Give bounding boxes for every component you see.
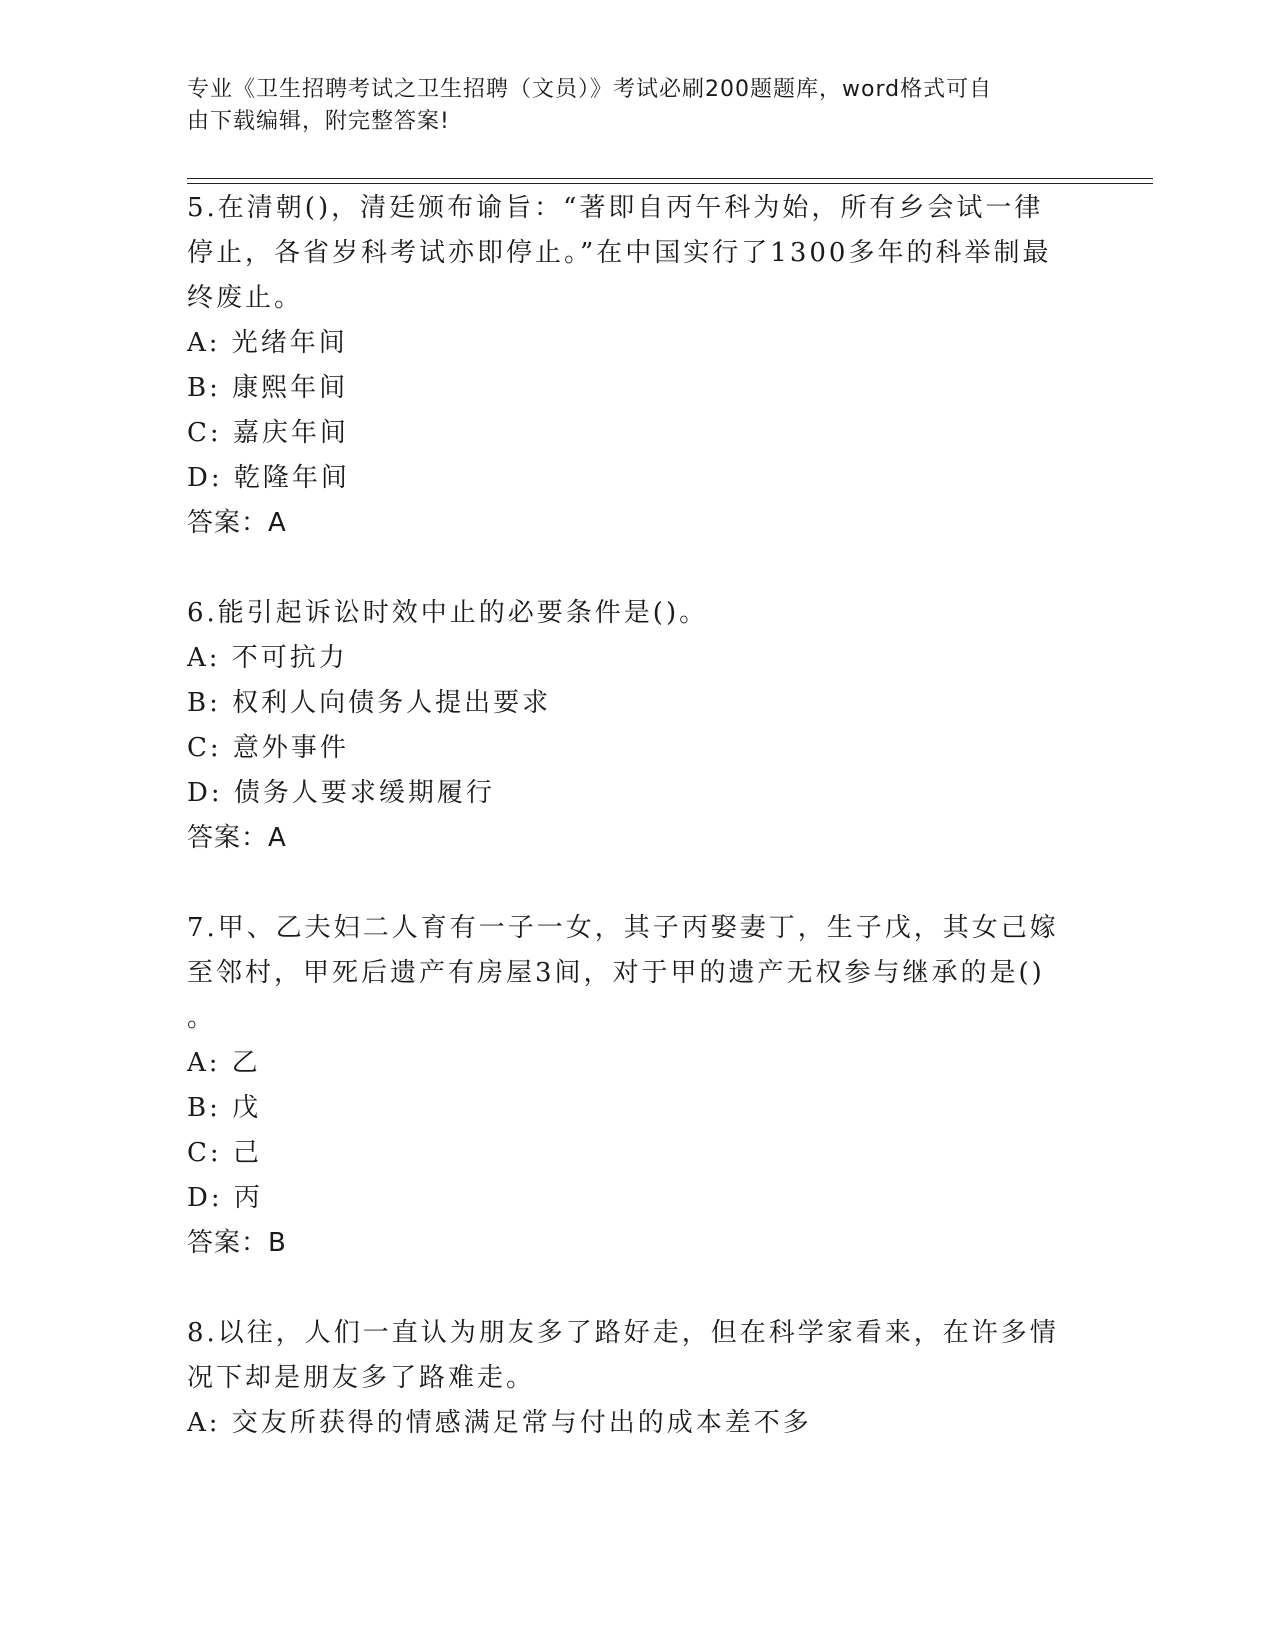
question-text-line: 停止，各省岁科考试亦即停止。”在中国实行了1300多年的科举制最 <box>187 238 1052 268</box>
question-text-line: 6.能引起诉讼时效中止的必要条件是()。 <box>187 598 709 628</box>
header-divider-bottom <box>187 183 1153 184</box>
option-b: B: 戊 <box>187 1093 262 1123</box>
question-8 <box>187 1311 1087 1446</box>
answer-line: 答案：A <box>187 823 287 853</box>
answer-line: 答案：B <box>187 1228 287 1258</box>
question-6 <box>187 591 1087 861</box>
option-c: C: 己 <box>187 1138 262 1168</box>
header-divider-top <box>187 178 1153 179</box>
question-text-line: 况下却是朋友多了路难走。 <box>187 1363 536 1393</box>
question-7 <box>187 906 1087 1266</box>
question-text-line: 至邻村，甲死后遗产有房屋3间，对于甲的遗产无权参与继承的是() <box>187 958 1045 988</box>
question-text-line: 5.在清朝()，清廷颁布谕旨：“著即自丙午科为始，所有乡会试一律 <box>187 193 1044 223</box>
question-text-line: 终废止。 <box>187 283 304 313</box>
option-b: B: 权利人向债务人提出要求 <box>187 688 552 718</box>
header-title-line-1: 专业《卫生招聘考试之卫生招聘（文员）》考试必刷200题题库，word格式可自 <box>187 77 993 102</box>
option-d: D: 乾隆年间 <box>187 463 350 493</box>
question-5 <box>187 186 1087 546</box>
question-text-line: 8.以往，人们一直认为朋友多了路好走，但在科学家看来，在许多情 <box>187 1318 1059 1348</box>
option-a: A: 光绪年间 <box>187 328 348 358</box>
option-a: A: 交友所获得的情感满足常与付出的成本差不多 <box>187 1408 812 1438</box>
option-c: C: 嘉庆年间 <box>187 418 349 448</box>
option-a: A: 不可抗力 <box>187 643 348 673</box>
answer-line: 答案：A <box>187 508 287 538</box>
option-d: D: 债务人要求缓期履行 <box>187 778 495 808</box>
option-d: D: 丙 <box>187 1183 263 1213</box>
question-list <box>187 186 1087 1446</box>
question-text-line: 。 <box>187 1003 217 1033</box>
question-text-line: 7.甲、乙夫妇二人育有一子一女，其子丙娶妻丁，生子戊，其女己嫁 <box>187 913 1059 943</box>
option-a: A: 乙 <box>187 1048 261 1078</box>
option-c: C: 意外事件 <box>187 733 349 763</box>
header-title-line-2: 由下载编辑，附完整答案! <box>187 109 450 134</box>
document-header <box>187 74 1067 138</box>
option-b: B: 康熙年间 <box>187 373 349 403</box>
